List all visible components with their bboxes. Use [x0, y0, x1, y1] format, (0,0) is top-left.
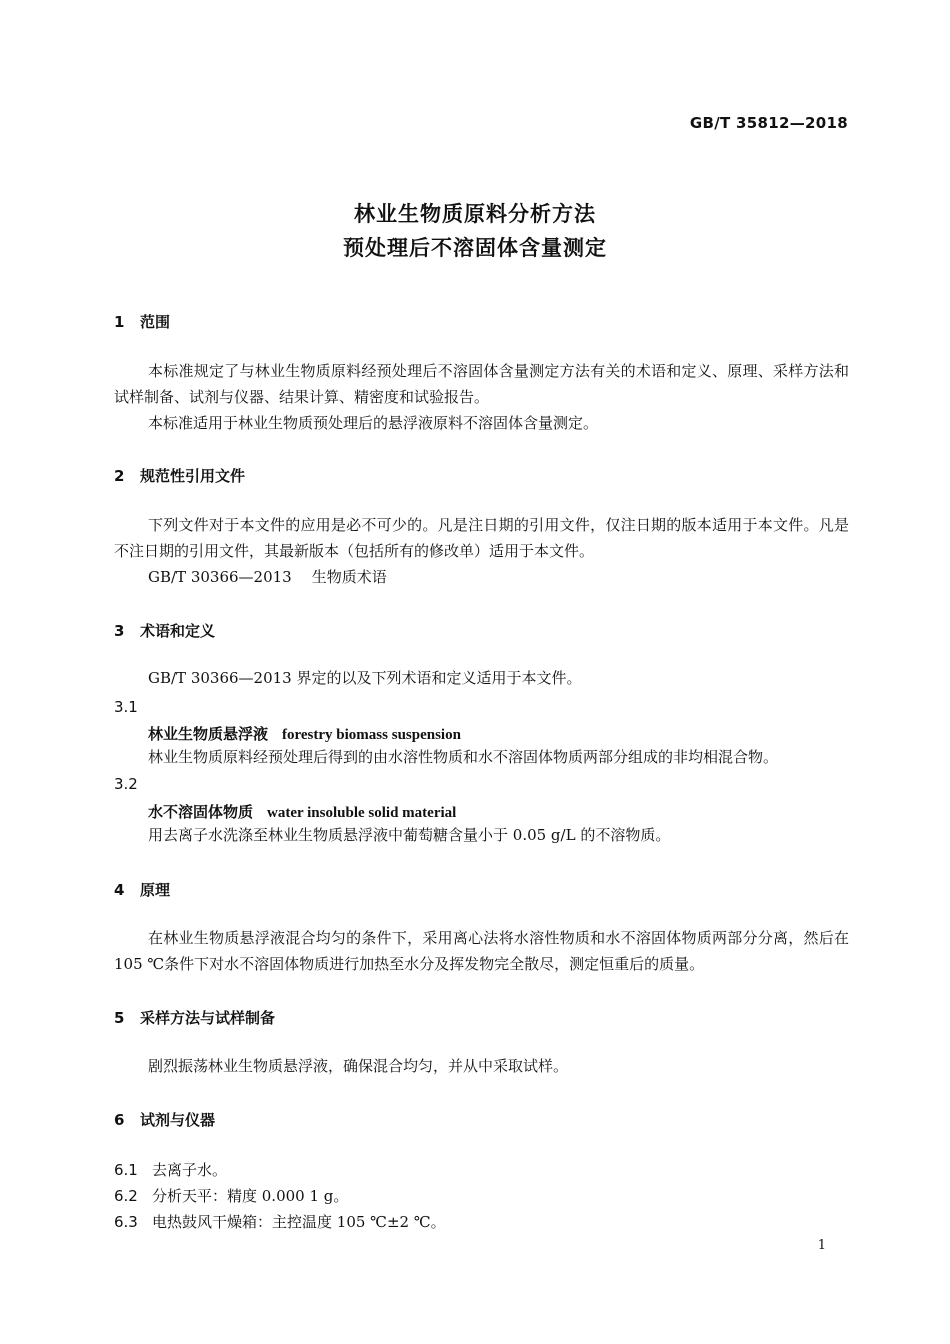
term-definition: 林业生物质原料经预处理后得到的由水溶性物质和水不溶固体物质两部分组成的非均相混合物。 — [148, 748, 779, 766]
section-heading-4 — [114, 879, 170, 900]
list-item — [114, 1211, 446, 1232]
section-heading-5 — [114, 1007, 275, 1028]
standard-code: GB/T 35812—2018 — [689, 114, 848, 132]
section-number: 3 — [114, 622, 125, 640]
section-2-paragraph-1: 下列文件对于本文件的应用是必不可少的。凡是注日期的引用文件，仅注日期的版本适用于本文件。凡是不注日期的引用文件，其最新版本（包括所有的修改单）适用于本文件。 — [114, 516, 849, 560]
section-number: 6 — [114, 1111, 125, 1129]
item-text: 去离子水。 — [152, 1161, 228, 1179]
reference-code: GB/T 30366—2013 — [148, 568, 292, 586]
section-heading-1 — [114, 311, 170, 332]
section-number: 5 — [114, 1009, 125, 1027]
section-1-paragraph-1: 本标准规定了与林业生物质原料经预处理后不溶固体含量测定方法有关的术语和定义、原理、采样方法和试样制备、试剂与仪器、结果计算、精密度和试验报告。 — [114, 362, 849, 406]
section-title: 范围 — [140, 313, 171, 331]
item-number: 6.1 — [114, 1161, 138, 1179]
term-en: water insoluble solid material — [267, 805, 457, 821]
doc-title-line2: 预处理后不溶固体含量测定 — [343, 236, 607, 260]
list-item — [114, 1159, 227, 1180]
section-1-paragraph-2: 本标准适用于林业生物质预处理后的悬浮液原料不溶固体含量测定。 — [148, 414, 599, 432]
section-title: 术语和定义 — [140, 622, 216, 640]
section-heading-3 — [114, 620, 215, 641]
section-title: 试剂与仪器 — [140, 1111, 216, 1129]
term-number: 3.1 — [114, 698, 138, 716]
section-number: 1 — [114, 313, 125, 331]
section-4-paragraph-1: 在林业生物质悬浮液混合均匀的条件下，采用离心法将水溶性物质和水不溶固体物质两部分分离，然后在 105 ℃条件下对水不溶固体物质进行加热至水分及挥发物完全散尽，测定恒重后的质量。 — [114, 929, 849, 973]
section-title: 规范性引用文件 — [140, 467, 246, 485]
list-item — [114, 1185, 348, 1206]
normative-reference — [148, 564, 387, 590]
item-number: 6.2 — [114, 1187, 138, 1205]
doc-title-line1: 林业生物质原料分析方法 — [354, 202, 596, 226]
item-number: 6.3 — [114, 1213, 138, 1231]
item-text: 电热鼓风干燥箱：主控温度 105 ℃±2 ℃。 — [152, 1213, 446, 1231]
term-zh: 水不溶固体物质 — [148, 803, 254, 821]
page-number: 1 — [817, 1238, 826, 1253]
term-en: forestry biomass suspension — [282, 727, 461, 743]
section-heading-6 — [114, 1109, 215, 1130]
section-title: 采样方法与试样制备 — [140, 1009, 276, 1027]
reference-title: 生物质术语 — [311, 568, 387, 586]
section-5-paragraph-1: 剧烈振荡林业生物质悬浮液，确保混合均匀，并从中采取试样。 — [148, 1057, 569, 1075]
term-zh: 林业生物质悬浮液 — [148, 725, 269, 743]
term-number: 3.2 — [114, 775, 138, 793]
term-heading — [148, 801, 456, 822]
term-definition: 用去离子水洗涤至林业生物质悬浮液中葡萄糖含量小于 0.05 g/L 的不溶物质。 — [148, 826, 671, 844]
section-3-intro: GB/T 30366—2013 界定的以及下列术语和定义适用于本文件。 — [148, 669, 582, 687]
section-number: 4 — [114, 881, 125, 899]
section-number: 2 — [114, 467, 125, 485]
section-title: 原理 — [140, 881, 171, 899]
item-text: 分析天平：精度 0.000 1 g。 — [152, 1187, 349, 1205]
term-heading — [148, 723, 461, 744]
section-heading-2 — [114, 465, 245, 486]
